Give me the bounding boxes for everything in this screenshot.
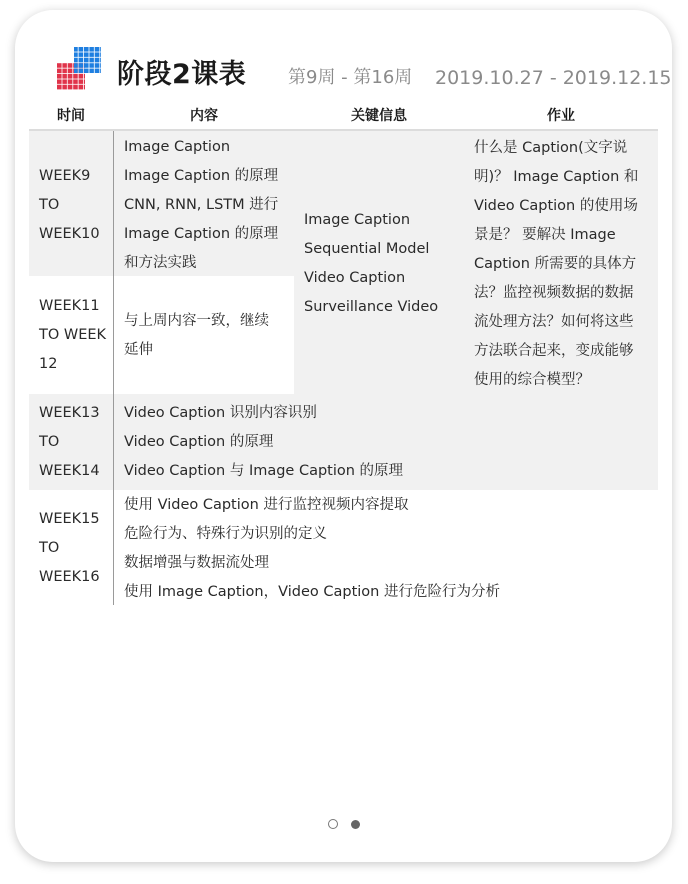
column-divider <box>113 131 114 605</box>
page-dot-1[interactable] <box>328 819 338 829</box>
page-title: 阶段2课表 <box>117 59 247 90</box>
column-header-homework: 作业 <box>547 108 575 124</box>
row-content: Video Caption 识别内容识别 Video Caption 的原理 Video Caption 与 Image Caption 的原理 <box>124 405 404 479</box>
week-range: 第9周 - 第16周 <box>288 67 413 88</box>
column-header-content: 内容 <box>190 108 218 124</box>
page-dot-2-active[interactable] <box>351 820 360 829</box>
row-content: Image Caption Image Caption 的原理 CNN, RNN, LSTM 进行 Image Caption 的原理 和方法实践 <box>124 139 279 271</box>
key-info-list: Image Caption Sequential Model Video Caption Surveillance Video <box>304 212 439 315</box>
column-header-time: 时间 <box>57 108 85 124</box>
week-label: WEEK13 TO WEEK14 <box>39 405 100 479</box>
week-label: WEEK11 TO WEEK 12 <box>39 298 107 372</box>
date-range: 2019.10.27 - 2019.12.15 <box>435 67 672 89</box>
week-label: WEEK9 TO WEEK10 <box>39 168 100 242</box>
grid-squares-icon <box>57 47 102 92</box>
column-header-key-info: 关键信息 <box>351 108 407 124</box>
homework-text: 什么是 Caption(文字说 明)？ Image Caption 和 Video Caption 的使用场 景是？ 要解决 Image Caption 所需要的具体方 法？监控视频数据的数据 流处理方法？如何将这些 方法联合起来，变成能够 使用的综合模型？ <box>474 140 639 388</box>
row-content: 使用 Video Caption 进行监控视频内容提取 危险行为、特殊行为识别的定义 数据增强与数据流处理 使用 Image Caption，Video Caption 进行危险行为分析 <box>124 497 500 600</box>
week-label: WEEK15 TO WEEK16 <box>39 511 100 585</box>
row-content: 与上周内容一致，继续 延伸 <box>124 313 269 358</box>
